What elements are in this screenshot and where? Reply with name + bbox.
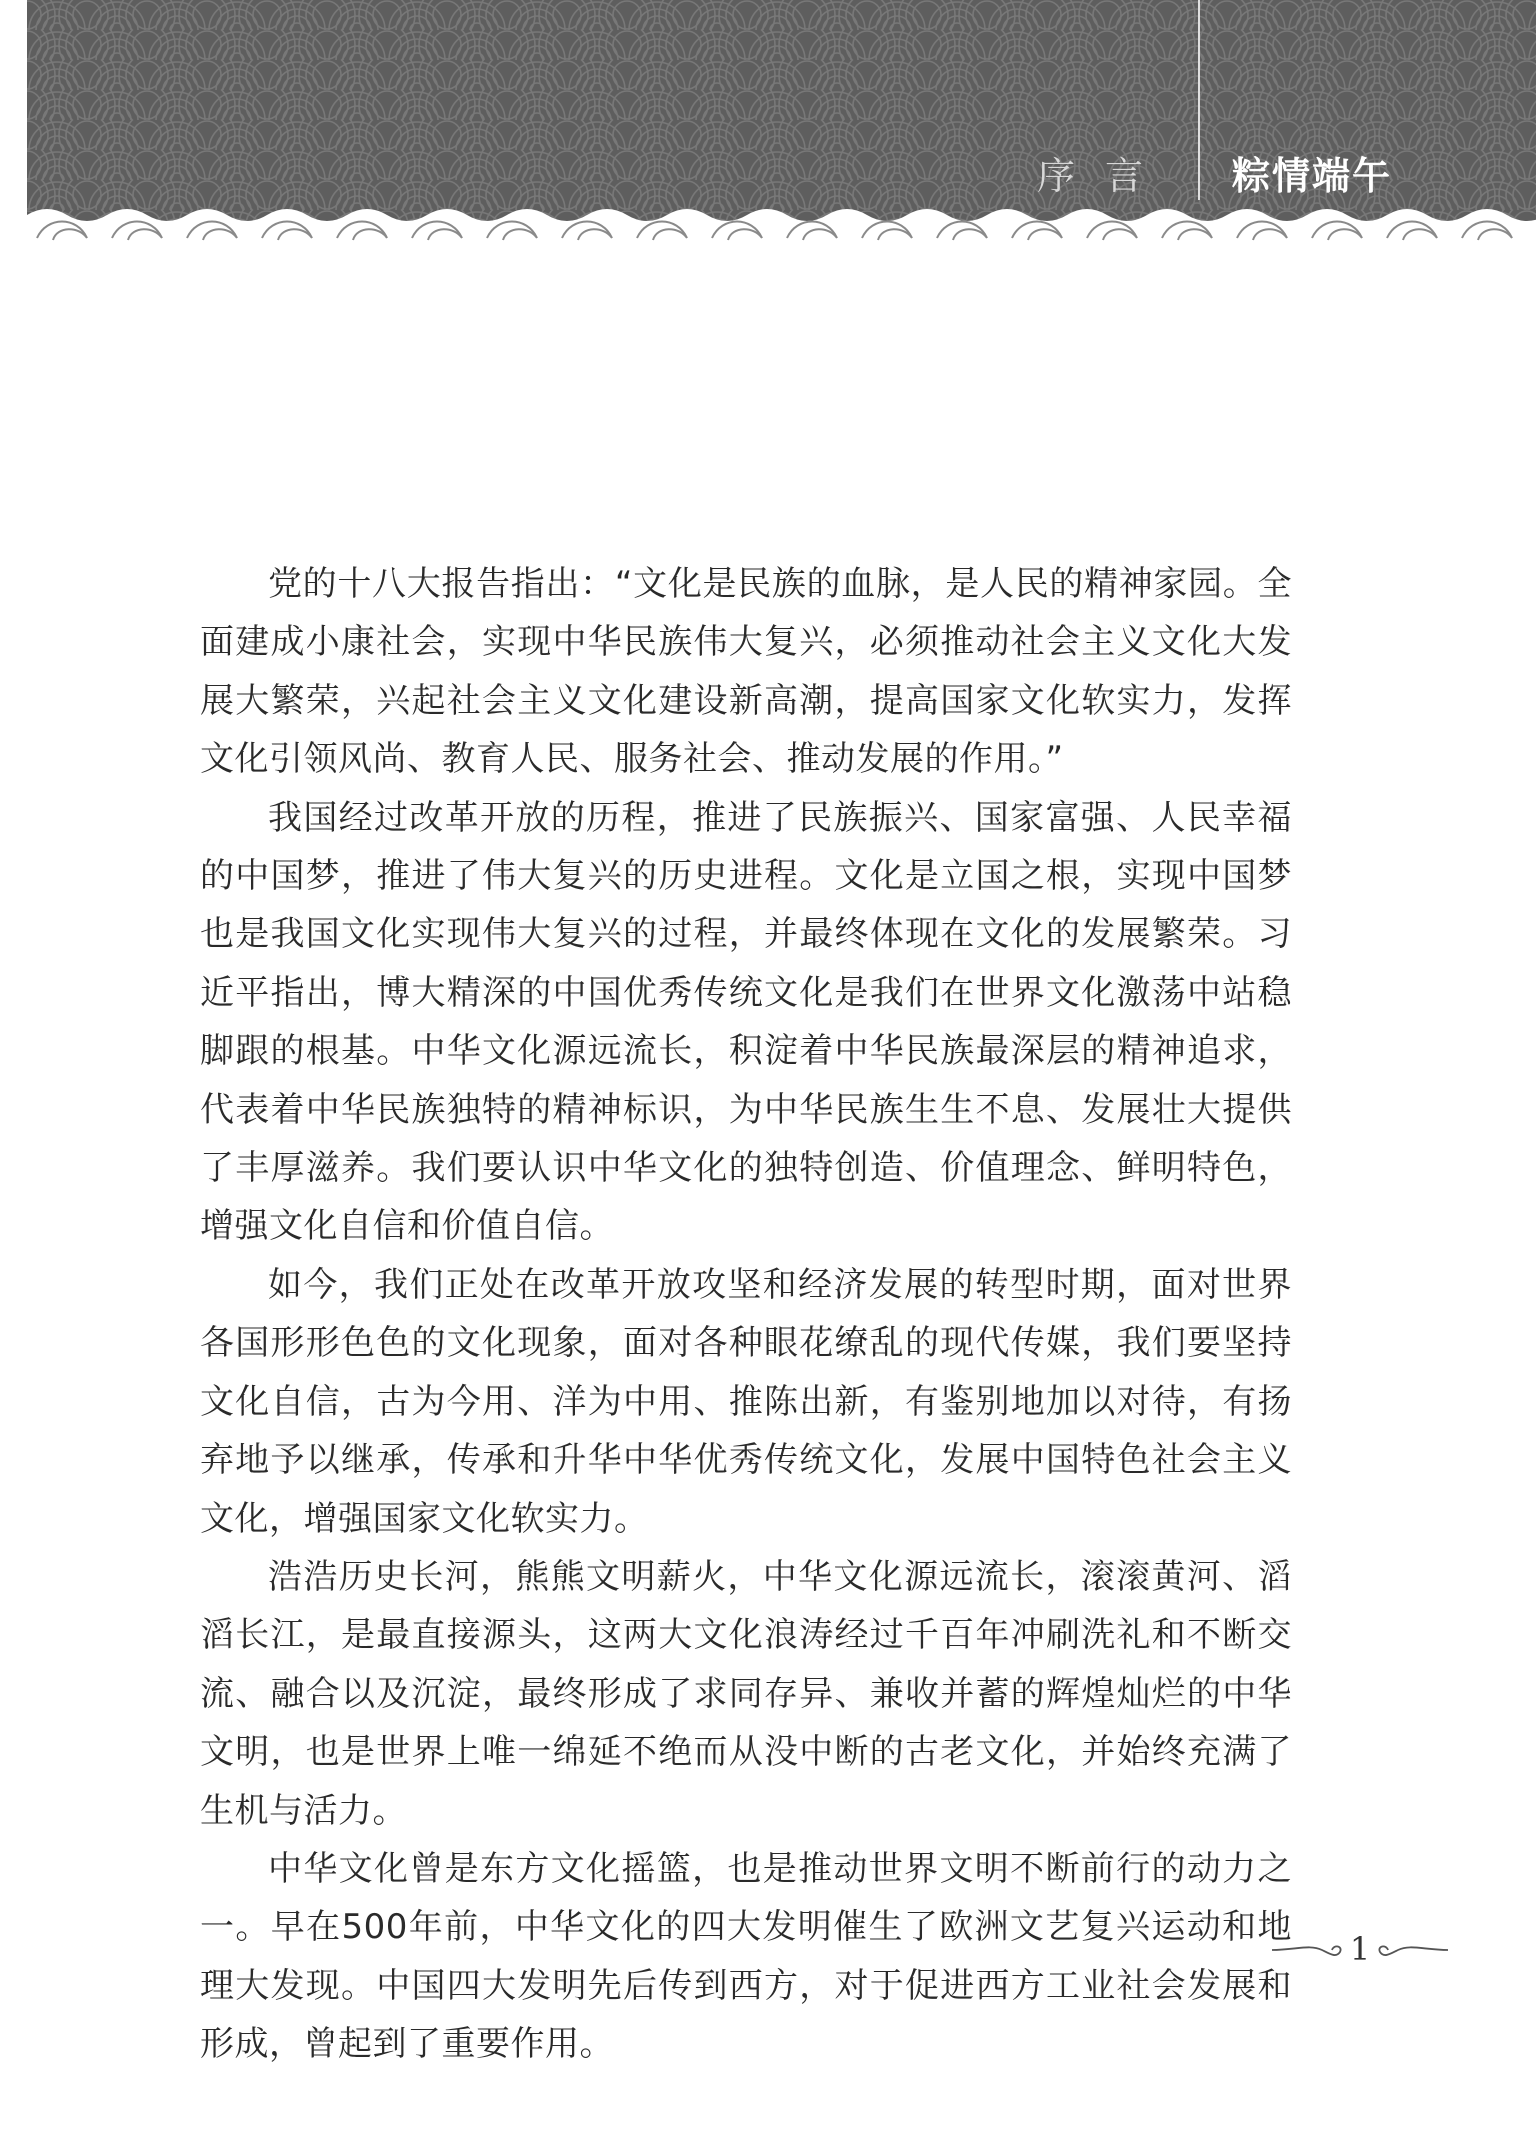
chapter-title: 粽情端午 — [1232, 154, 1393, 198]
paragraph: 如今，我们正处在改革开放攻坚和经济发展的转型时期，面对世界各国形形色色的文化现象，面对各种眼花缭乱的现代传媒，我们要坚持文化自信，古为今用、洋为中用、推陈出新，有鉴别地加以对待，有扬弃地予以继承，传承和升华中华优秀传统文化，发展中国特色社会主义文化，增强国家文化软实力。 — [200, 1264, 1292, 1539]
paragraph: 浩浩历史长河，熊熊文明薪火，中华文化源远流长，滚滚黄河、滔滔长江，是最直接源头，这两大文化浪涛经过千百年冲刷洗礼和不断交流、融合以及沉淀，最终形成了求同存异、兼收并蓄的辉煌灿烂的中华文明，也是世界上唯一绵延不绝而从没中断的古老文化，并始终充满了生机与活力。 — [200, 1556, 1292, 1831]
paragraph: 我国经过改革开放的历程，推进了民族振兴、国家富强、人民幸福的中国梦，推进了伟大复兴的历史进程。文化是立国之根，实现中国梦也是我国文化实现伟大复兴的过程，并最终体现在文化的发展繁荣。习近平指出，博大精深的中国优秀传统文化是我们在世界文化激荡中站稳脚跟的根基。中华文化源远流长，积淀着中华民族最深层的精神追求，代表着中华民族独特的精神标识，为中华民族生生不息、发展壮大提供了丰厚滋养。我们要认识中华文化的独特创造、价值理念、鲜明特色，增强文化自信和价值自信。 — [200, 797, 1292, 1247]
page-number: 1 — [1349, 1930, 1371, 1968]
section-title: 序言 — [1037, 154, 1174, 198]
body-text — [200, 555, 1292, 2074]
wave-pattern-banner — [27, 0, 1536, 250]
header-divider — [1198, 0, 1200, 200]
paragraph: 中华文化曾是东方文化摇篮，也是推动世界文明不断前行的动力之一。早在500年前，中华文化的四大发明催生了欧洲文艺复兴运动和地理大发现。中国四大发明先后传到西方，对于促进西方工业社会发展和形成，曾起到了重要作用。 — [200, 1848, 1292, 2065]
header-band — [27, 0, 1536, 250]
paragraph: 党的十八大报告指出：“文化是民族的血脉，是人民的精神家园。全面建成小康社会，实现中华民族伟大复兴，必须推动社会主义文化大发展大繁荣，兴起社会主义文化建设新高潮，提高国家文化软实力，发挥文化引领风尚、教育人民、服务社会、推动发展的作用。” — [200, 564, 1292, 780]
page-footer — [1270, 1928, 1450, 1978]
